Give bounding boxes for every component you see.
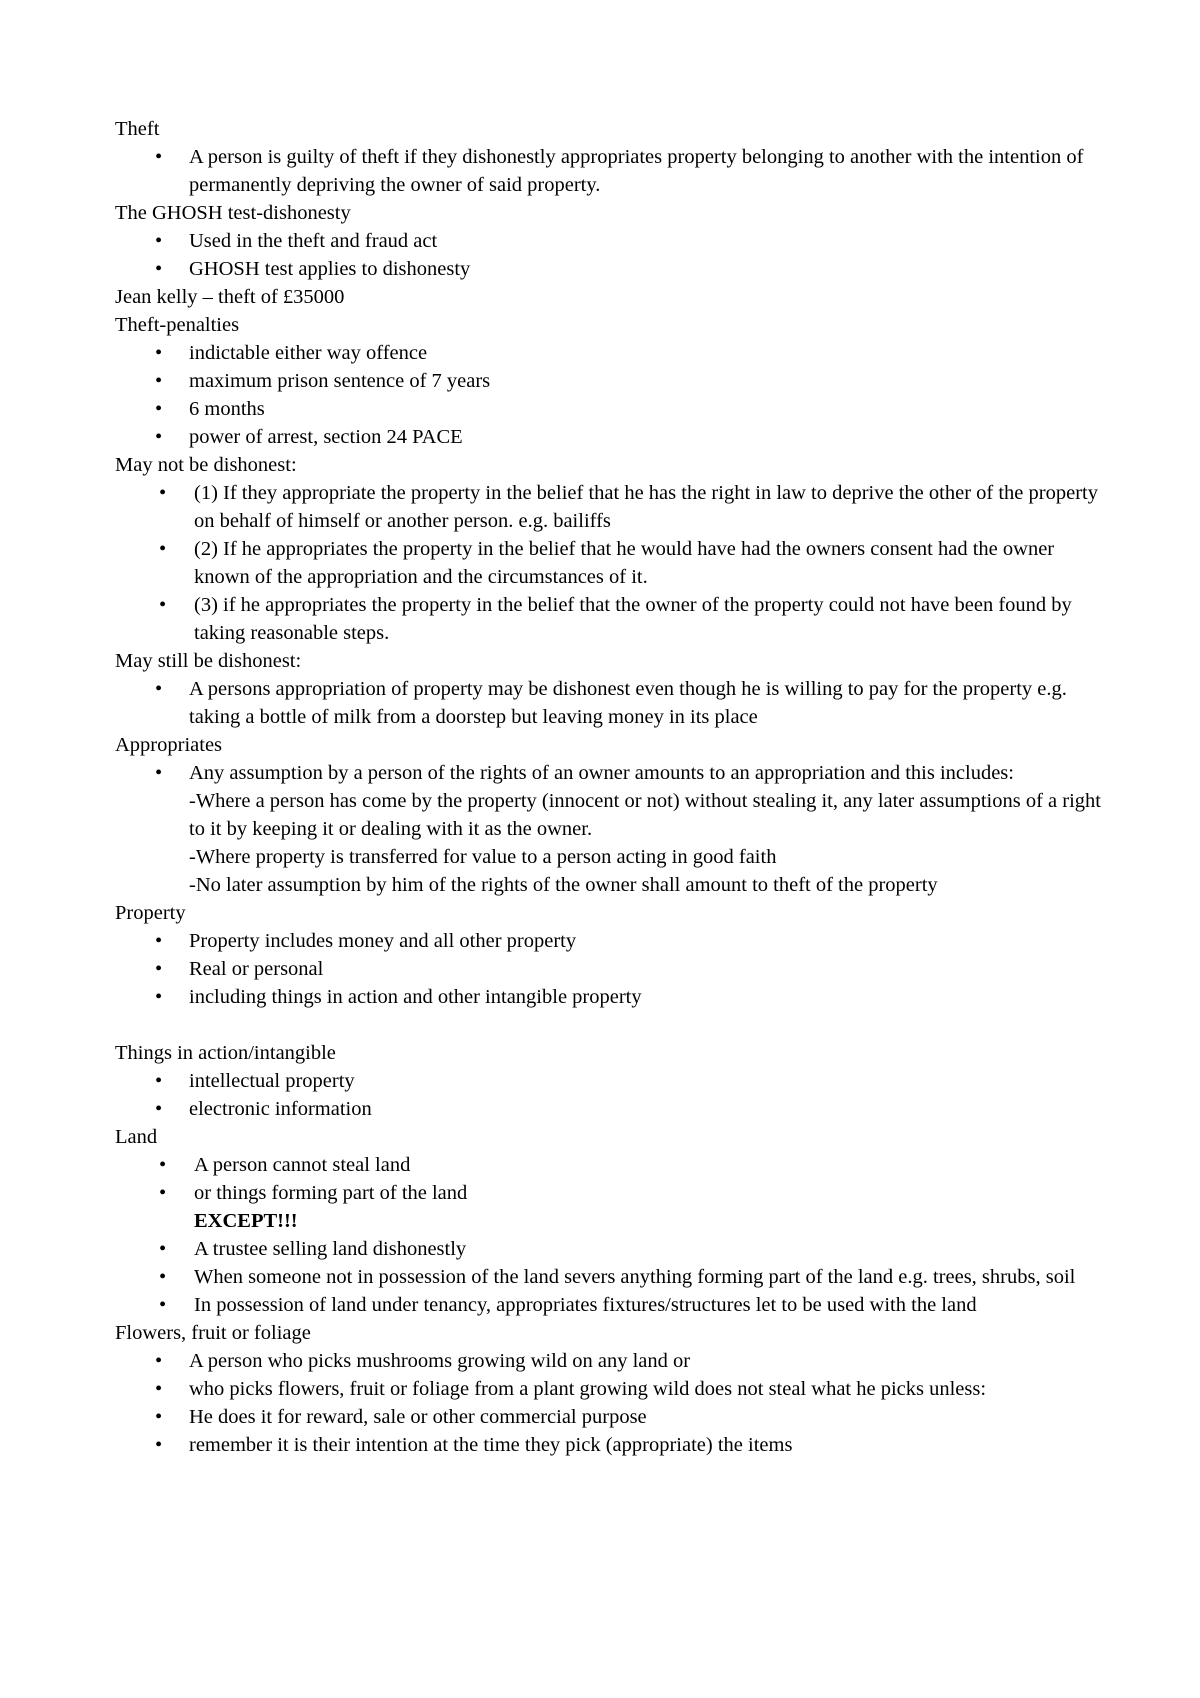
list-land [115, 1151, 1115, 1319]
heading-penalties: Theft-penalties [115, 314, 240, 336]
list-property [115, 927, 1115, 1011]
list-item: • A trustee selling land dishonestly [115, 1235, 1115, 1263]
document-body [115, 115, 1115, 1459]
list-item: • When someone not in possession of the land severs anything forming part of the land e.g. trees, shrubs, soil [115, 1263, 1115, 1291]
list-item: • 6 months [115, 395, 1115, 423]
list-item: • (2) If he appropriates the property in the belief that he would have had the owners consent had the owner known of the appropriation and the circumstances of it. [115, 535, 1115, 591]
list-item [115, 759, 1115, 899]
list-item-subtext: -Where a person has come by the property (innocent or not) without stealing it, any later assumptions of a right to it by keeping it or dealing with it as the owner. [189, 790, 1101, 840]
heading-jean-kelly: Jean kelly – theft of £35000 [115, 286, 345, 308]
list-item: • Used in the theft and fraud act [115, 227, 1115, 255]
heading-may-still-be-dishonest: May still be dishonest: [115, 650, 302, 672]
list-item: • remember it is their intention at the time they pick (appropriate) the items [115, 1431, 1115, 1459]
list-things-in-action [115, 1067, 1115, 1123]
except-label: EXCEPT!!! [194, 1210, 298, 1232]
list-item: • including things in action and other intangible property [115, 983, 1115, 1011]
heading-property: Property [115, 902, 186, 924]
list-penalties [115, 339, 1115, 451]
list-item: • A person who picks mushrooms growing wild on any land or [115, 1347, 1115, 1375]
heading-flowers: Flowers, fruit or foliage [115, 1322, 311, 1344]
list-item: • He does it for reward, sale or other commercial purpose [115, 1403, 1115, 1431]
blank-line [115, 1011, 1115, 1039]
list-item: • indictable either way offence [115, 339, 1115, 367]
list-may-still-be-dishonest [115, 675, 1115, 731]
heading-things-in-action: Things in action/intangible [115, 1042, 336, 1064]
list-may-not-be-dishonest [115, 479, 1115, 647]
heading-land: Land [115, 1126, 158, 1148]
list-item: • Real or personal [115, 955, 1115, 983]
list-item-subtext: -No later assumption by him of the rights of the owner shall amount to theft of the property [189, 874, 938, 896]
list-item: • maximum prison sentence of 7 years [115, 367, 1115, 395]
heading-ghosh: The GHOSH test-dishonesty [115, 202, 351, 224]
list-item: • GHOSH test applies to dishonesty [115, 255, 1115, 283]
heading-appropriates: Appropriates [115, 734, 223, 756]
list-item: • A person is guilty of theft if they dishonestly appropriates property belonging to another with the intention of permanently depriving the owner of said property. [115, 143, 1115, 199]
list-theft [115, 143, 1115, 199]
list-item: • (1) If they appropriate the property in the belief that he has the right in law to deprive the other of the property on behalf of himself or another person. e.g. bailiffs [115, 479, 1115, 535]
list-item: • A person cannot steal land [115, 1151, 1115, 1179]
list-item: • who picks flowers, fruit or foliage from a plant growing wild does not steal what he picks unless: [115, 1375, 1115, 1403]
list-item: • A persons appropriation of property may be dishonest even though he is willing to pay for the property e.g. taking a bottle of milk from a doorstep but leaving money in its place [115, 675, 1115, 731]
list-item: • In possession of land under tenancy, appropriates fixtures/structures let to be used with the land [115, 1291, 1115, 1319]
list-item: • power of arrest, section 24 PACE [115, 423, 1115, 451]
list-item: • electronic information [115, 1095, 1115, 1123]
list-item-text: • Any assumption by a person of the rights of an owner amounts to an appropriation and this includes: [189, 762, 1014, 784]
heading-theft: Theft [115, 118, 160, 140]
list-flowers [115, 1347, 1115, 1459]
heading-may-not-be-dishonest: May not be dishonest: [115, 454, 297, 476]
list-item: • (3) if he appropriates the property in the belief that the owner of the property could not have been found by taking reasonable steps. [115, 591, 1115, 647]
list-ghosh [115, 227, 1115, 283]
list-item-subtext: -Where property is transferred for value to a person acting in good faith [189, 846, 777, 868]
list-item: • Property includes money and all other property [115, 927, 1115, 955]
list-appropriates [115, 759, 1115, 899]
list-item: • intellectual property [115, 1067, 1115, 1095]
list-item: • or things forming part of the land [115, 1179, 1115, 1207]
